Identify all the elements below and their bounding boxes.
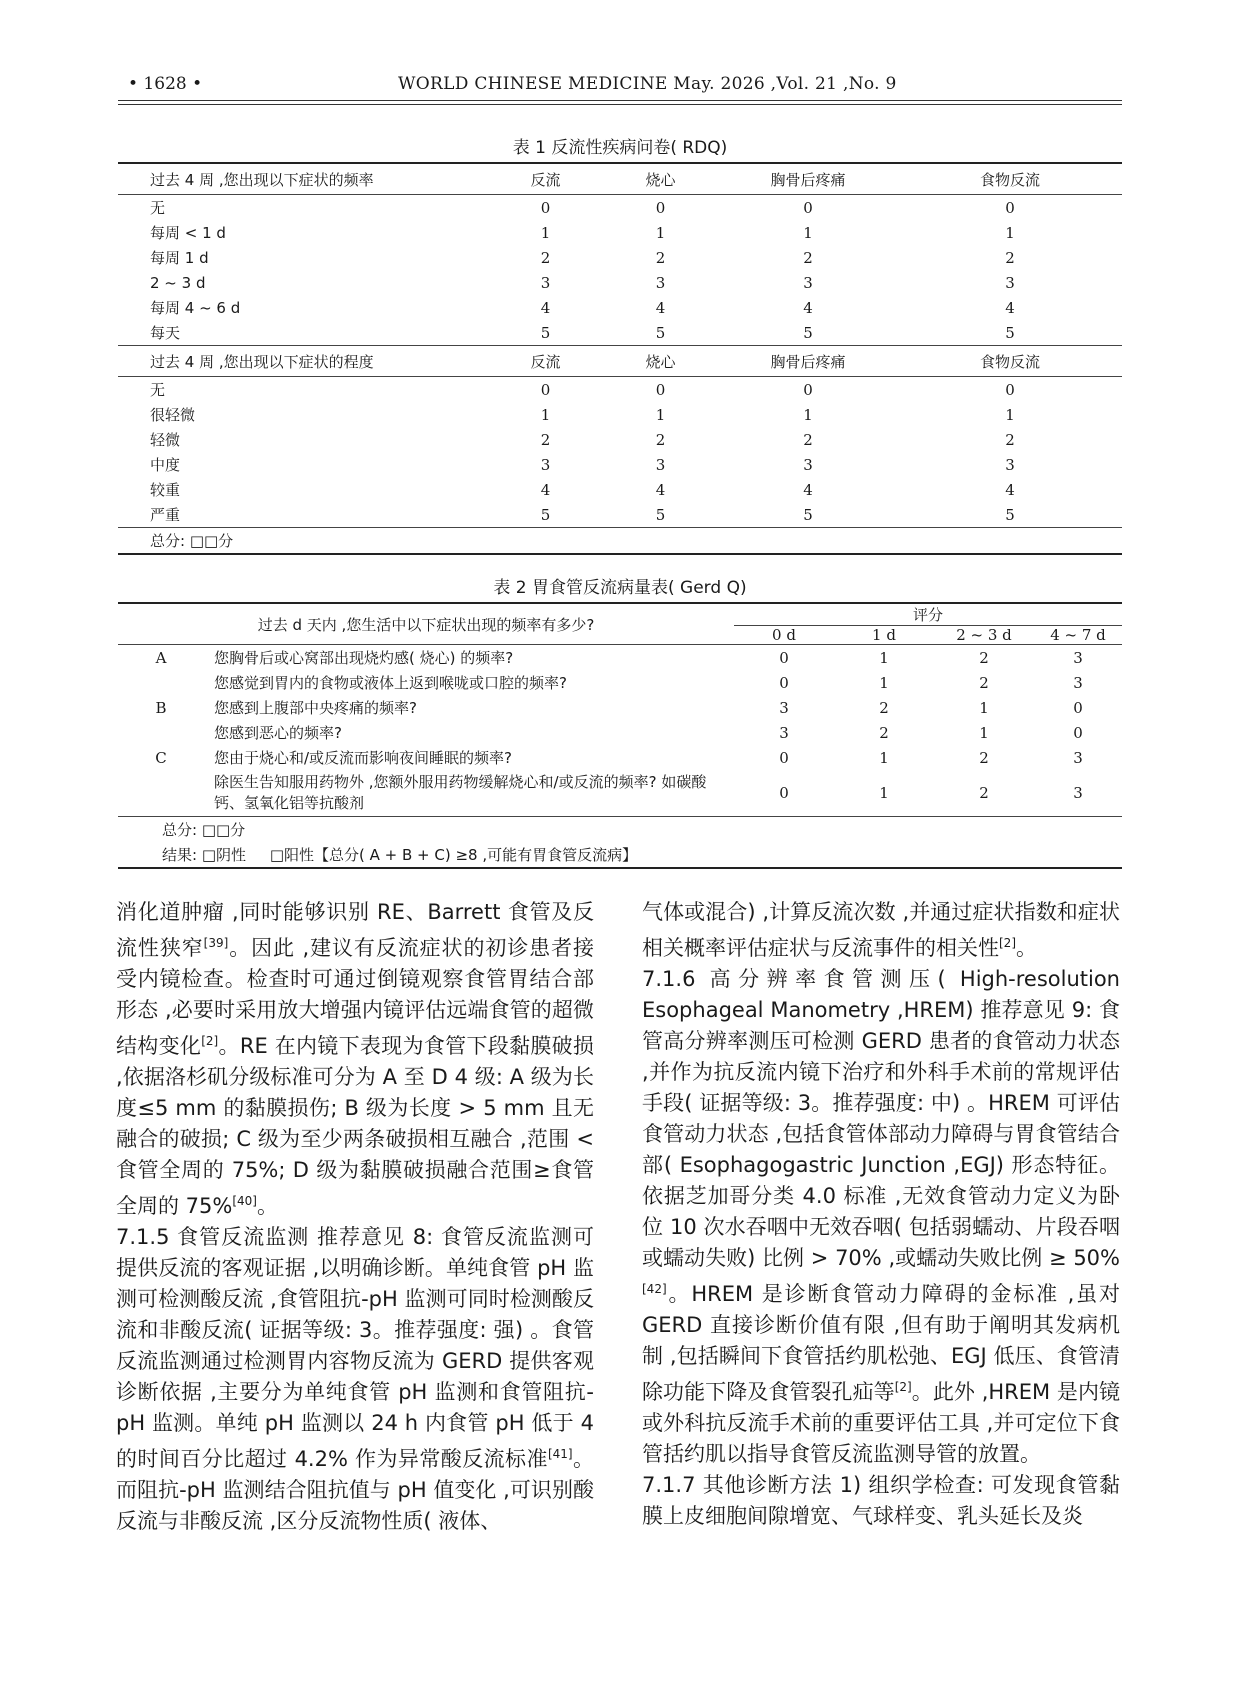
citation: [41]	[547, 1447, 573, 1461]
table1-row-label: 2 ~ 3 d	[150, 273, 206, 292]
table1-cell: 3	[803, 273, 813, 292]
table2-question: 除医生告知服用药物外 ,您额外服用药物缓解烧心和/或反流的频率? 如碳酸钙、氢氧化铝等抗酸剂	[214, 773, 707, 812]
table1-row-label: 每天	[150, 324, 181, 342]
table2-header-row	[118, 603, 1122, 626]
table1-cell: 0	[655, 198, 666, 217]
table1-row-label: 无	[150, 199, 166, 217]
table2-score-col: 2 ~ 3 d	[956, 626, 1012, 644]
table2-cell: 3	[1073, 748, 1083, 767]
table2-cell: 2	[879, 723, 889, 742]
table1-column-header: 反流	[530, 170, 561, 189]
table1-cell: 0	[540, 380, 551, 399]
table1-column-header: 烧心	[645, 170, 676, 189]
table1-header-row	[118, 163, 1122, 195]
table1-row	[118, 320, 1122, 346]
table2-question: 您由于烧心和/或反流而影响夜间睡眠的频率?	[214, 749, 513, 767]
table1-cell: 0	[540, 198, 551, 217]
table1-cell: 4	[655, 298, 666, 317]
page-number: • 1628 •	[128, 74, 203, 94]
table2-cell: 0	[779, 673, 789, 692]
table1-cell: 0	[655, 380, 666, 399]
table1-cell: 5	[1005, 323, 1015, 342]
page-header	[118, 70, 1122, 100]
table2-result: 结果: □阴性 □阳性【总分( A + B + C) ≥8 ,可能有胃食管反流病】	[162, 846, 638, 864]
table2-total-row	[118, 817, 1122, 843]
table1-cell: 1	[540, 223, 551, 242]
table2-cell: 1	[879, 673, 889, 692]
table2-row	[118, 645, 1122, 671]
table2-cell: 2	[879, 698, 889, 717]
table1-cell: 4	[540, 480, 551, 499]
table2-cell: 1	[879, 748, 889, 767]
left-column	[116, 897, 594, 1537]
journal-title: WORLD CHINESE MEDICINE May. 2026 ,Vol. 21 ,No. 9	[398, 74, 897, 94]
table2-cell: 2	[979, 673, 989, 692]
table2-row-key: B	[155, 698, 167, 717]
table1-cell: 0	[1005, 380, 1015, 399]
table1-row	[118, 195, 1122, 221]
table1-cell: 1	[655, 223, 666, 242]
table1-row-label: 每周 < 1 d	[150, 224, 226, 242]
table2-row-key	[118, 770, 204, 817]
table1-cell: 0	[803, 198, 813, 217]
table1-row-label: 很轻微	[150, 406, 196, 424]
table2-cell: 3	[1073, 784, 1083, 802]
table2-row	[118, 745, 1122, 770]
table1-column-header: 胸骨后疼痛	[770, 170, 846, 189]
left-paragraph: 7.1.5 食管反流监测 推荐意见 8: 食管反流监测可提供反流的客观证据 ,以明确诊断。单纯食管 pH 监测可检测酸反流 ,食管阻抗-pH 监测可同时检测酸反流和非酸反流( 证据等级: 3。推荐强度: 强) 。食管反流监测通过检测胃内容物反流为 GERD 提供客观诊断依据 ,主要分为单纯食管 pH 监测和食管阻抗-pH 监测。单纯 pH 监测以 24 h 内食管 pH 低于 4 的时间百分比超过 4.2% 作为异常酸反流标准[41]。而阻抗-pH 监测结合阻抗值与 pH 值变化 ,可识别酸反流与非酸反流 ,区分反流物性质( 液体、	[116, 1225, 595, 1533]
table1-column-header: 食物反流	[979, 170, 1040, 189]
table1-column-header: 胸骨后疼痛	[770, 352, 846, 371]
table1-total-row	[118, 528, 1122, 555]
citation: [40]	[232, 1194, 257, 1208]
table2-caption: 表 2 胃食管反流病量表( Gerd Q)	[493, 578, 747, 598]
table1-cell: 2	[803, 248, 813, 267]
table1-row	[118, 502, 1122, 528]
table1-cell: 2	[655, 248, 666, 267]
citation: [2]	[999, 936, 1016, 950]
table1-cell: 2	[655, 430, 666, 449]
table2-cell: 1	[979, 723, 989, 742]
table1-row	[118, 477, 1122, 502]
table1-row-label: 较重	[150, 481, 181, 499]
table1-cell: 2	[803, 430, 813, 449]
table1-cell: 2	[540, 430, 551, 449]
table1-cell: 4	[1005, 480, 1015, 499]
table1-row	[118, 220, 1122, 245]
citation: [42]	[642, 1282, 667, 1296]
table2-row	[118, 670, 1122, 695]
table1-row-label: 轻微	[150, 431, 181, 449]
table2-cell: 0	[1073, 698, 1083, 717]
table1-cell: 3	[1005, 455, 1015, 474]
table2-score-col: 4 ~ 7 d	[1050, 626, 1106, 644]
table1-cell: 3	[540, 455, 551, 474]
header-rule	[118, 100, 1122, 101]
table1-cell: 5	[655, 323, 666, 342]
table1-cell: 5	[655, 505, 666, 524]
table1-cell: 5	[803, 323, 813, 342]
table1-row-label: 每周 4 ~ 6 d	[150, 299, 241, 317]
table1-cell: 0	[803, 380, 813, 399]
table1-column-header: 食物反流	[979, 352, 1040, 371]
table1-cell: 3	[803, 455, 813, 474]
table1-cell: 3	[540, 273, 551, 292]
table2-cell: 1	[879, 784, 889, 802]
right-paragraph: 7.1.7 其他诊断方法 1) 组织学检查: 可发现食管黏膜上皮细胞间隙增宽、气球样变、乳头延长及炎	[642, 1473, 1120, 1528]
table2-total: 总分: □□分	[162, 821, 246, 839]
table1-cell: 5	[803, 505, 813, 524]
table1-cell: 4	[540, 298, 551, 317]
table1-cell: 1	[1005, 405, 1015, 424]
table1-row	[118, 270, 1122, 295]
header-rule	[118, 104, 1122, 105]
table1-cell: 3	[655, 455, 666, 474]
table1-cell: 5	[1005, 505, 1015, 524]
citation: [2]	[894, 1380, 912, 1394]
table1-row	[118, 427, 1122, 452]
table2-row-key	[118, 720, 204, 745]
table1-cell: 5	[540, 505, 551, 524]
table1-cell: 4	[803, 298, 813, 317]
table2-cell: 2	[979, 784, 989, 802]
table2-row-key: C	[155, 748, 167, 767]
table1-cell: 2	[1005, 248, 1015, 267]
table2-question: 您胸骨后或心窝部出现烧灼感( 烧心) 的频率?	[214, 649, 514, 667]
citation: [2]	[201, 1034, 219, 1048]
right-paragraph: 7.1.6 高分辨率食管测压( High-resolution Esophageal Manometry ,HREM) 推荐意见 9: 食管高分辨率测压可检测 GERD 患者的食管动力状态 ,并作为抗反流内镜下治疗和外科手术前的常规评估手段( 证据等级: 3。推荐强度: 中) 。HREM 可评估食管动力状态 ,包括食管体部动力障碍与胃食管结合部( Esophagogastric Junction ,EGJ) 形态特征。依据芝加哥分类 4.0 标准 ,无效食管动力定义为卧位 10 次水吞咽中无效吞咽( 包括弱蠕动、片段吞咽或蠕动失败) 比例 > 70% ,或蠕动失败比例 ≥ 50%[42]。HREM 是诊断食管动力障碍的金标准 ,虽对 GERD 直接诊断价值有限 ,但有助于阐明其发病机制 ,包括瞬间下食管括约肌松弛、EGJ 低压、食管清除功能下降及食管裂孔疝等[2]。此外 ,HREM 是内镜或外科抗反流手术前的重要评估工具 ,并可定位下食管括约肌以指导食管反流监测导管的放置。	[642, 967, 1121, 1466]
table1-cell: 3	[1005, 273, 1015, 292]
table2-cell: 3	[779, 698, 789, 717]
table1-cell: 1	[803, 405, 813, 424]
table2-cell: 1	[879, 648, 889, 667]
table1-cell: 2	[1005, 430, 1015, 449]
table1-cell: 1	[803, 223, 813, 242]
table1-header-row	[118, 346, 1122, 377]
citation: [39]	[203, 936, 229, 950]
table1-cell: 1	[1005, 223, 1015, 242]
table2-cell: 0	[1073, 723, 1083, 742]
table1-cell: 1	[655, 405, 666, 424]
table2-row-key	[118, 670, 204, 695]
table1-column-header: 烧心	[645, 352, 676, 371]
table1-row-label: 无	[150, 381, 166, 399]
table1-cell: 2	[540, 248, 551, 267]
right-paragraph: 气体或混合) ,计算反流次数 ,并通过症状指数和症状相关概率评估症状与反流事件的相关性[2]。	[642, 900, 1120, 960]
table1-row	[118, 377, 1122, 403]
table1-cell: 4	[1005, 298, 1015, 317]
table2-question-header: 过去 d 天内 ,您生活中以下症状出现的频率有多少?	[257, 615, 595, 634]
table1-cell: 5	[540, 323, 551, 342]
table1-cell: 4	[803, 480, 813, 499]
table2-question: 您感觉到胃内的食物或液体上返到喉咙或口腔的频率?	[214, 674, 567, 692]
table2-cell: 2	[979, 748, 989, 767]
table2-row	[118, 720, 1122, 745]
table2-result-row	[118, 842, 1122, 868]
table1-section-header: 过去 4 周 ,您出现以下症状的频率	[150, 170, 374, 189]
table2	[118, 602, 1122, 869]
table2-question: 您感到恶心的频率?	[214, 724, 342, 742]
table2-cell: 1	[979, 698, 989, 717]
table1-row	[118, 402, 1122, 427]
table2-row	[118, 770, 1122, 817]
table1-cell: 3	[655, 273, 666, 292]
table2-row	[118, 695, 1122, 720]
table2-score-col: 0 d	[772, 626, 796, 644]
table2-cell: 0	[779, 748, 789, 767]
table1-row-label: 每周 1 d	[150, 249, 209, 267]
table2-cell: 3	[779, 723, 789, 742]
table1-section-header: 过去 4 周 ,您出现以下症状的程度	[150, 352, 374, 371]
table1-cell: 4	[655, 480, 666, 499]
table1-caption: 表 1 反流性疾病问卷( RDQ)	[512, 138, 728, 158]
table1-total: 总分: □□分	[150, 532, 234, 550]
table1-cell: 1	[540, 405, 551, 424]
table2-cell: 0	[779, 648, 789, 667]
table1-row	[118, 452, 1122, 477]
table2-cell: 2	[979, 648, 989, 667]
table2-score-header: 评分	[734, 603, 1122, 626]
table1-column-header: 反流	[530, 352, 561, 371]
table1-row-label: 中度	[150, 456, 181, 474]
table1	[118, 162, 1122, 555]
table1-row	[118, 295, 1122, 320]
table1-row-label: 严重	[150, 506, 181, 524]
table2-cell: 0	[779, 784, 789, 802]
right-column	[642, 897, 1120, 1532]
table2-question: 您感到上腹部中央疼痛的频率?	[214, 699, 417, 717]
left-paragraph: 消化道肿瘤 ,同时能够识别 RE、Barrett 食管及反流性狭窄[39]。因此 ,建议有反流症状的初诊患者接受内镜检查。检查时可通过倒镜观察食管胃结合部形态 ,必要时采用放大增强内镜评估远端食管的超微结构变化[2]。RE 在内镜下表现为食管下段黏膜破损 ,依据洛杉矶分级标准可分为 A 至 D 4 级: A 级为长度≤5 mm 的黏膜损伤; B 级为长度 > 5 mm 且无融合的破损; C 级为至少两条破损相互融合 ,范围 < 食管全周的 75%; D 级为黏膜破损融合范围≥食管全周的 75%[40]。	[116, 900, 594, 1218]
table2-score-col: 1 d	[872, 626, 896, 644]
table1-row	[118, 245, 1122, 270]
table2-cell: 3	[1073, 673, 1083, 692]
table1-cell: 0	[1005, 198, 1015, 217]
table2-cell: 3	[1073, 648, 1083, 667]
table2-row-key: A	[155, 648, 167, 667]
